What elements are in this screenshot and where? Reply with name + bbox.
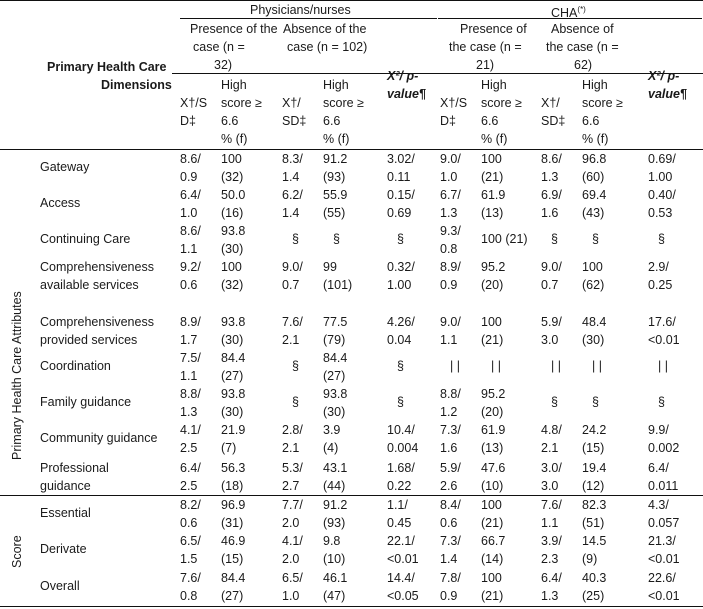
table-cell: (27) bbox=[221, 369, 244, 383]
dimensions-header-line1: Primary Health Care bbox=[47, 60, 167, 74]
table-cell: 1.3 bbox=[541, 589, 559, 603]
table-cell: (44) bbox=[323, 479, 346, 493]
table-cell: 0.6 bbox=[440, 516, 458, 530]
cha-header-label: CHA bbox=[551, 6, 578, 21]
cha-absence-high-2: score ≥ bbox=[582, 96, 623, 110]
table-cell: 96.9 bbox=[221, 498, 246, 512]
table-cell: 4.1/ bbox=[282, 534, 303, 548]
table-cell: § bbox=[551, 232, 558, 246]
table-cell: 1.1 bbox=[541, 516, 559, 530]
table-cell: 1.5 bbox=[180, 552, 198, 566]
table-cell: (13) bbox=[481, 206, 504, 220]
table-cell: 9.8 bbox=[323, 534, 341, 548]
table-cell: 6.4/ bbox=[180, 188, 201, 202]
table-cell: 6.4/ bbox=[541, 571, 562, 585]
table-cell: 2.5 bbox=[180, 479, 198, 493]
table-cell: 19.4 bbox=[582, 461, 607, 475]
table-cell: 7.6/ bbox=[180, 571, 201, 585]
pn-absence-header-2: case (n = 102) bbox=[287, 40, 368, 54]
table-cell: 7.3/ bbox=[440, 423, 461, 437]
table-cell: 6.7/ bbox=[440, 188, 461, 202]
table-cell: § bbox=[397, 359, 404, 373]
table-cell: 2.0 bbox=[282, 516, 300, 530]
row-label: available services bbox=[40, 278, 139, 292]
table-cell: 0.04 bbox=[387, 333, 412, 347]
table-cell: 1.6 bbox=[541, 206, 559, 220]
table-cell: § bbox=[292, 395, 299, 409]
table-cell: 1.3 bbox=[541, 170, 559, 184]
table-cell: 8.9/ bbox=[440, 260, 461, 274]
table-cell: 7.8/ bbox=[440, 571, 461, 585]
table-cell: 6.4/ bbox=[180, 461, 201, 475]
table-cell: 100 bbox=[481, 152, 502, 166]
table-cell: 1.00 bbox=[648, 170, 673, 184]
table-cell: 7.6/ bbox=[282, 315, 303, 329]
table-cell: § bbox=[333, 232, 340, 246]
table-cell: 0.011 bbox=[648, 479, 679, 493]
pn-absence-mean-sd-2: SD‡ bbox=[282, 114, 307, 128]
table-cell: 14.5 bbox=[582, 534, 607, 548]
table-cell: 0.22 bbox=[387, 479, 412, 493]
table-cell: 91.2 bbox=[323, 152, 348, 166]
table-cell: (30) bbox=[323, 405, 346, 419]
table-cell: (32) bbox=[221, 170, 244, 184]
pn-absence-high-4: % (f) bbox=[323, 132, 350, 146]
table-cell: | | bbox=[658, 359, 668, 373]
row-label: guidance bbox=[40, 479, 91, 493]
table-cell: 0.32/ bbox=[387, 260, 415, 274]
table-cell: 4.8/ bbox=[541, 423, 562, 437]
pn-presence-mean-sd-2: D‡ bbox=[180, 114, 196, 128]
table-cell: 2.7 bbox=[282, 479, 300, 493]
table-cell: 6.5/ bbox=[180, 534, 201, 548]
table-cell: 3.0 bbox=[541, 479, 559, 493]
cha-absence-header-2: the case (n = bbox=[546, 40, 619, 54]
table-cell: 0.25 bbox=[648, 278, 673, 292]
cha-chi-header-2: value¶ bbox=[648, 87, 687, 101]
table-cell: 9.0/ bbox=[282, 260, 303, 274]
table-cell: § bbox=[292, 359, 299, 373]
table-cell: (4) bbox=[323, 441, 339, 455]
table-cell: (21) bbox=[481, 516, 504, 530]
top-rule bbox=[0, 0, 703, 1]
table-cell: § bbox=[551, 395, 558, 409]
row-label: Derivate bbox=[40, 542, 87, 556]
table-cell: (18) bbox=[221, 479, 244, 493]
table-cell: 1.3 bbox=[180, 405, 198, 419]
table-cell: 8.8/ bbox=[180, 387, 201, 401]
table-cell: (15) bbox=[221, 552, 244, 566]
table-cell: 24.2 bbox=[582, 423, 607, 437]
table-cell: 100 bbox=[582, 260, 603, 274]
table-cell: 93.8 bbox=[221, 315, 246, 329]
table-cell: 0.69 bbox=[387, 206, 412, 220]
table-cell: 3.9 bbox=[323, 423, 341, 437]
pn-presence-mean-sd-1: X†/S bbox=[180, 96, 208, 110]
table-cell: 0.45 bbox=[387, 516, 412, 530]
table-cell: 22.1/ bbox=[387, 534, 415, 548]
table-cell: 1.4 bbox=[282, 206, 300, 220]
table-cell: 1.4 bbox=[440, 552, 458, 566]
cha-absence-mean-sd-2: SD‡ bbox=[541, 114, 566, 128]
row-label: Comprehensiveness bbox=[40, 260, 154, 274]
table-cell: 82.3 bbox=[582, 498, 607, 512]
table-cell: 0.7 bbox=[282, 278, 300, 292]
table-cell: § bbox=[292, 232, 299, 246]
table-cell: (32) bbox=[221, 278, 244, 292]
cha-absence-high-3: 6.6 bbox=[582, 114, 600, 128]
row-label: Access bbox=[40, 196, 81, 210]
table-cell: 40.3 bbox=[582, 571, 607, 585]
table-cell: 4.3/ bbox=[648, 498, 669, 512]
table-cell: 91.2 bbox=[323, 498, 348, 512]
table-cell: 1.1 bbox=[180, 242, 198, 256]
table-cell: | | bbox=[491, 359, 501, 373]
row-label: Coordination bbox=[40, 359, 111, 373]
table-cell: 0.9 bbox=[440, 278, 458, 292]
table-cell: 1.7 bbox=[180, 333, 198, 347]
table-cell: 9.3/ bbox=[440, 224, 461, 238]
table-cell: (20) bbox=[481, 278, 504, 292]
row-label: Community guidance bbox=[40, 431, 158, 445]
table-cell: 56.3 bbox=[221, 461, 246, 475]
pn-absence-mean-sd-1: X†/ bbox=[282, 96, 301, 110]
table-cell: § bbox=[397, 395, 404, 409]
table-cell: 95.2 bbox=[481, 387, 506, 401]
table-cell: 1.68/ bbox=[387, 461, 415, 475]
table-cell: 100 bbox=[221, 260, 242, 274]
pn-presence-high-1: High bbox=[221, 78, 247, 92]
row-label: Professional bbox=[40, 461, 109, 475]
table-cell: 2.9/ bbox=[648, 260, 669, 274]
pn-presence-high-3: 6.6 bbox=[221, 114, 239, 128]
table-cell: (51) bbox=[582, 516, 605, 530]
table-cell: 17.6/ bbox=[648, 315, 676, 329]
dimensions-header-line2: Dimensions bbox=[101, 78, 172, 92]
table-cell: (12) bbox=[582, 479, 605, 493]
table-cell: 47.6 bbox=[481, 461, 506, 475]
cha-presence-high-2: score ≥ bbox=[481, 96, 522, 110]
table-cell: 0.6 bbox=[180, 278, 198, 292]
table-cell: <0.01 bbox=[387, 552, 419, 566]
table-cell: (21) bbox=[481, 170, 504, 184]
table-cell: 8.6/ bbox=[541, 152, 562, 166]
table-cell: (16) bbox=[221, 206, 244, 220]
table-cell: 0.9 bbox=[180, 170, 198, 184]
cha-chi-header-1: X²/ p- bbox=[648, 69, 680, 83]
table-cell: (10) bbox=[481, 479, 504, 493]
table-cell: (20) bbox=[481, 405, 504, 419]
pn-chi-header-1: X²/ p- bbox=[387, 69, 419, 83]
case-header-rule bbox=[172, 73, 703, 74]
table-cell: (27) bbox=[221, 589, 244, 603]
table-cell: 8.2/ bbox=[180, 498, 201, 512]
table-cell: 5.9/ bbox=[541, 315, 562, 329]
table-cell: (101) bbox=[323, 278, 353, 292]
table-cell: § bbox=[592, 395, 599, 409]
table-cell: (7) bbox=[221, 441, 237, 455]
table-cell: 7.5/ bbox=[180, 351, 201, 365]
table-cell: 0.40/ bbox=[648, 188, 676, 202]
table-cell: 61.9 bbox=[481, 188, 506, 202]
table-cell: 0.15/ bbox=[387, 188, 415, 202]
cha-presence-high-4: % (f) bbox=[481, 132, 508, 146]
table-cell: 4.1/ bbox=[180, 423, 201, 437]
table-cell: 6.5/ bbox=[282, 571, 303, 585]
table-cell: 8.3/ bbox=[282, 152, 303, 166]
cha-absence-high-4: % (f) bbox=[582, 132, 609, 146]
table-cell: 100 bbox=[221, 152, 242, 166]
table-cell: 7.6/ bbox=[541, 498, 562, 512]
row-label: provided services bbox=[40, 333, 138, 347]
pn-presence-header-3: 32) bbox=[214, 58, 233, 72]
table-cell: (30) bbox=[582, 333, 605, 347]
table-cell: 0.8 bbox=[180, 589, 198, 603]
table-cell: (30) bbox=[221, 405, 244, 419]
table-cell: 1.6 bbox=[440, 441, 458, 455]
table-cell: 7.7/ bbox=[282, 498, 303, 512]
table-cell: 0.69/ bbox=[648, 152, 676, 166]
table-cell: 21.3/ bbox=[648, 534, 676, 548]
row-label: Family guidance bbox=[40, 395, 132, 409]
table-cell: 4.26/ bbox=[387, 315, 415, 329]
table-cell: (25) bbox=[582, 589, 605, 603]
table-cell: | | bbox=[450, 359, 460, 373]
pn-absence-header-1: Absence of the bbox=[283, 22, 367, 36]
table-cell: 66.7 bbox=[481, 534, 506, 548]
table-cell: (31) bbox=[221, 516, 244, 530]
table-cell: 22.6/ bbox=[648, 571, 676, 585]
row-label: Essential bbox=[40, 506, 91, 520]
table-cell: 50.0 bbox=[221, 188, 246, 202]
cha-presence-header-2: the case (n = bbox=[449, 40, 522, 54]
score-group-label: Score bbox=[10, 535, 24, 568]
table-cell: 6.2/ bbox=[282, 188, 303, 202]
cha-presence-header-3: 21) bbox=[476, 58, 495, 72]
table-cell: 9.9/ bbox=[648, 423, 669, 437]
table-cell: 100 bbox=[481, 498, 502, 512]
table-cell: 2.3 bbox=[541, 552, 559, 566]
table-cell: (27) bbox=[323, 369, 346, 383]
table-cell: (43) bbox=[582, 206, 605, 220]
table-cell: 93.8 bbox=[221, 224, 246, 238]
table-cell: (55) bbox=[323, 206, 346, 220]
table-cell: § bbox=[658, 395, 665, 409]
table-cell: 5.9/ bbox=[440, 461, 461, 475]
table-cell: (47) bbox=[323, 589, 346, 603]
table-cell: 6.4/ bbox=[648, 461, 669, 475]
pn-absence-high-2: score ≥ bbox=[323, 96, 364, 110]
table-cell: 1.00 bbox=[387, 278, 412, 292]
attributes-group-label: Primary Health Care Attributes bbox=[10, 291, 24, 460]
table-cell: 1.3 bbox=[440, 206, 458, 220]
cha-presence-mean-sd-2: D‡ bbox=[440, 114, 456, 128]
table-cell: 14.4/ bbox=[387, 571, 415, 585]
table-cell: 8.6/ bbox=[180, 224, 201, 238]
table-cell: 10.4/ bbox=[387, 423, 415, 437]
table-cell: 96.8 bbox=[582, 152, 607, 166]
table-cell: 5.3/ bbox=[282, 461, 303, 475]
row-label: Overall bbox=[40, 579, 80, 593]
table-cell: 1.0 bbox=[180, 206, 198, 220]
cha-absence-high-1: High bbox=[582, 78, 608, 92]
table-cell: 7.3/ bbox=[440, 534, 461, 548]
table-cell: (13) bbox=[481, 441, 504, 455]
table-cell: 8.9/ bbox=[180, 315, 201, 329]
table-cell: 3.0/ bbox=[541, 461, 562, 475]
pn-presence-header-1: Presence of the bbox=[190, 22, 278, 36]
table-cell: (93) bbox=[323, 516, 346, 530]
pn-presence-header-2: case (n = bbox=[193, 40, 245, 54]
table-cell: | | bbox=[551, 359, 561, 373]
cha-presence-header-1: Presence of bbox=[460, 22, 527, 36]
table-cell: 95.2 bbox=[481, 260, 506, 274]
table-cell: 84.4 bbox=[221, 571, 246, 585]
table-cell: 0.057 bbox=[648, 516, 680, 530]
table-cell: 77.5 bbox=[323, 315, 348, 329]
table-cell: 2.0 bbox=[282, 552, 300, 566]
pn-absence-high-3: 6.6 bbox=[323, 114, 341, 128]
table-cell: 0.004 bbox=[387, 441, 419, 455]
table-cell: 55.9 bbox=[323, 188, 348, 202]
table-cell: 2.1 bbox=[282, 441, 300, 455]
table-cell: 2.1 bbox=[541, 441, 559, 455]
row-label: Comprehensiveness bbox=[40, 315, 154, 329]
table-cell: 99 bbox=[323, 260, 337, 274]
table-cell: 0.53 bbox=[648, 206, 673, 220]
cha-absence-mean-sd-1: X†/ bbox=[541, 96, 560, 110]
pn-presence-high-4: % (f) bbox=[221, 132, 248, 146]
table-cell: <0.01 bbox=[648, 552, 680, 566]
table-cell: <0.05 bbox=[387, 589, 419, 603]
table-cell: 0.6 bbox=[180, 516, 198, 530]
table-cell: 69.4 bbox=[582, 188, 607, 202]
table-cell: 8.6/ bbox=[180, 152, 201, 166]
table-cell: 8.8/ bbox=[440, 387, 461, 401]
table-cell: (21) bbox=[481, 333, 504, 347]
table-cell: 0.002 bbox=[648, 441, 680, 455]
table-cell: 46.9 bbox=[221, 534, 246, 548]
table-cell: 100 bbox=[481, 571, 502, 585]
table-cell: 0.11 bbox=[387, 170, 411, 184]
cha-absence-header-3: 62) bbox=[574, 58, 593, 72]
table-cell: 1.0 bbox=[282, 589, 300, 603]
table-cell: 2.8/ bbox=[282, 423, 303, 437]
physicians-nurses-header: Physicians/nurses bbox=[250, 3, 351, 17]
row-label: Gateway bbox=[40, 160, 90, 174]
table-cell: 9.2/ bbox=[180, 260, 201, 274]
table-cell: (15) bbox=[582, 441, 605, 455]
table-cell: 0.9 bbox=[440, 589, 458, 603]
table-cell: 1.0 bbox=[440, 170, 458, 184]
table-cell: 46.1 bbox=[323, 571, 348, 585]
cha-header-superscript: (*) bbox=[577, 5, 586, 14]
table-cell: § bbox=[397, 232, 404, 246]
table-cell: (60) bbox=[582, 170, 605, 184]
table-cell: 1.4 bbox=[282, 170, 300, 184]
table-cell: (93) bbox=[323, 170, 346, 184]
table-cell: <0.01 bbox=[648, 589, 680, 603]
table-cell: 9.0/ bbox=[440, 315, 461, 329]
table-cell: 48.4 bbox=[582, 315, 607, 329]
table-cell: 21.9 bbox=[221, 423, 246, 437]
pn-absence-high-1: High bbox=[323, 78, 349, 92]
cha-absence-header-1: Absence of bbox=[551, 22, 614, 36]
table-cell: 100 bbox=[481, 315, 502, 329]
table-cell: 1.2 bbox=[440, 405, 458, 419]
table-cell: 2.1 bbox=[282, 333, 300, 347]
table-cell: (21) bbox=[481, 589, 504, 603]
pn-chi-header-2: value¶ bbox=[387, 87, 426, 101]
table-cell: 84.4 bbox=[323, 351, 348, 365]
row-label: Continuing Care bbox=[40, 232, 131, 246]
table-cell: 100 (21) bbox=[481, 232, 528, 246]
table-cell: (9) bbox=[582, 552, 598, 566]
table-cell: 0.8 bbox=[440, 242, 458, 256]
table-cell: 8.4/ bbox=[440, 498, 461, 512]
table-cell: 1.1 bbox=[180, 369, 198, 383]
table-cell: (30) bbox=[221, 242, 244, 256]
table-cell: 2.6 bbox=[440, 479, 458, 493]
cha-presence-high-1: High bbox=[481, 78, 507, 92]
table-cell: 0.7 bbox=[541, 278, 559, 292]
table-cell: 9.0/ bbox=[541, 260, 562, 274]
table-cell: § bbox=[592, 232, 599, 246]
table-cell: 6.9/ bbox=[541, 188, 562, 202]
table-cell: 1.1 bbox=[440, 333, 458, 347]
table-cell: 93.8 bbox=[221, 387, 246, 401]
table-cell: 3.9/ bbox=[541, 534, 562, 548]
table-cell: (30) bbox=[221, 333, 244, 347]
table-cell: (62) bbox=[582, 278, 605, 292]
table-cell: § bbox=[658, 232, 665, 246]
table-cell: 1.1/ bbox=[387, 498, 408, 512]
table-cell: (10) bbox=[323, 552, 346, 566]
cha-header bbox=[551, 1, 586, 22]
table-cell: <0.01 bbox=[648, 333, 680, 347]
table-cell: 3.0 bbox=[541, 333, 559, 347]
table-cell: 3.02/ bbox=[387, 152, 415, 166]
cha-presence-mean-sd-1: X†/S bbox=[440, 96, 468, 110]
table-cell: (79) bbox=[323, 333, 346, 347]
table-cell: 43.1 bbox=[323, 461, 348, 475]
table-cell: 84.4 bbox=[221, 351, 246, 365]
table-cell: 2.5 bbox=[180, 441, 198, 455]
table-cell: | | bbox=[592, 359, 602, 373]
table-cell: 9.0/ bbox=[440, 152, 461, 166]
cha-presence-high-3: 6.6 bbox=[481, 114, 499, 128]
pn-presence-high-2: score ≥ bbox=[221, 96, 262, 110]
bottom-rule bbox=[0, 606, 703, 607]
table-cell: (14) bbox=[481, 552, 504, 566]
table-cell: 61.9 bbox=[481, 423, 506, 437]
table-cell: 93.8 bbox=[323, 387, 348, 401]
